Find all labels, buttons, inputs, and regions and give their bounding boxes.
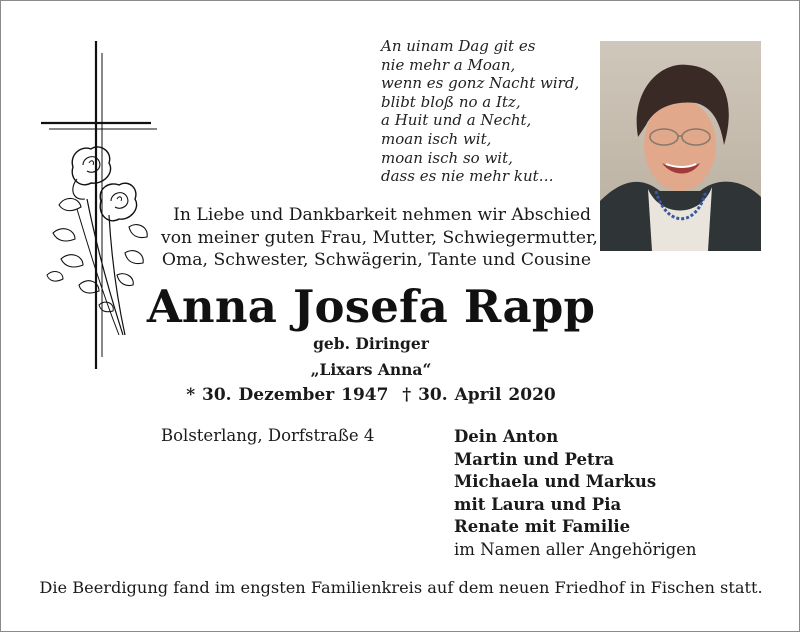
poem-line: nie mehr a Moan, (381, 55, 516, 74)
nickname: „Lixars Anna“ (310, 360, 432, 379)
family-member: Michaela und Markus (454, 472, 657, 491)
poem-line: dass es nie mehr kut… (381, 167, 554, 186)
poem-line: moan isch wit, (381, 129, 492, 148)
poem-line: wenn es gonz Nacht wird, (381, 74, 580, 93)
intro-line: In Liebe und Dankbarkeit nehmen wir Abschied (173, 205, 591, 225)
poem (381, 37, 596, 186)
birth-name: geb. Diringer (313, 334, 429, 353)
family-member: Dein Anton (454, 427, 559, 446)
deceased-name-text: Anna Josefa Rapp (146, 280, 596, 333)
poem-line: blibt bloß no a Itz, (381, 92, 521, 111)
family-member: mit Laura und Pia (454, 494, 622, 514)
poem-line: moan isch so wit, (381, 148, 513, 167)
address: Bolsterlang, Dorfstraße 4 (161, 426, 375, 445)
family-list (454, 426, 697, 561)
deceased-name (1, 280, 741, 333)
life-dates: * 30. Dezember 1947 † 30. April 2020 (186, 385, 556, 405)
poem-line: a Huit und a Necht, (381, 111, 532, 130)
family-closing: im Namen aller Angehörigen (454, 539, 697, 559)
poem-line: An uinam Dag git es (381, 37, 536, 55)
farewell-intro (161, 204, 598, 272)
family-member: Martin und Petra (454, 449, 615, 469)
intro-line: von meiner guten Frau, Mutter, Schwiegermutter, (161, 227, 598, 248)
intro-line: Oma, Schwester, Schwägerin, Tante und Cousine (161, 250, 591, 271)
portrait-photo (600, 41, 761, 251)
family-member: Renate mit Familie (454, 517, 631, 536)
funeral-note: Die Beerdigung fand im engsten Familienkreis auf dem neuen Friedhof in Fischen statt. (39, 578, 763, 597)
